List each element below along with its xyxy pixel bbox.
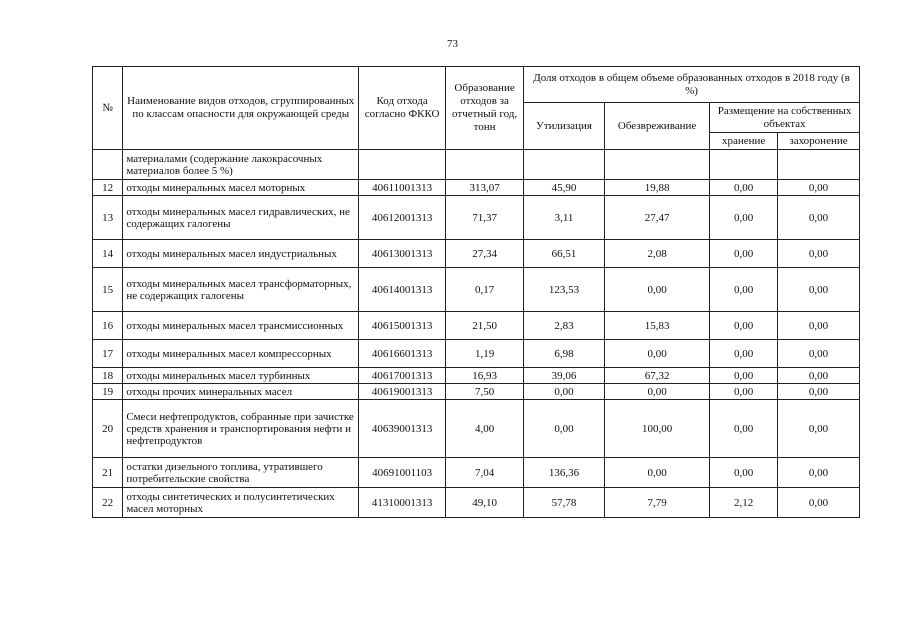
cell-generated: 49,10: [446, 488, 524, 518]
cell-neutralization: 27,47: [604, 196, 709, 240]
cell-generated: 4,00: [446, 400, 524, 458]
cell-code: 40639001313: [359, 400, 446, 458]
cell-generated: 313,07: [446, 180, 524, 196]
cell-generated: 71,37: [446, 196, 524, 240]
cell-generated: 7,50: [446, 384, 524, 400]
cell-neutralization: 0,00: [604, 340, 709, 368]
cell-burial: 0,00: [777, 458, 859, 488]
waste-table: [92, 66, 860, 518]
cell-name: отходы минеральных масел трансформаторных, не содержащих галогены: [123, 268, 359, 312]
cell-utilization: 45,90: [524, 180, 605, 196]
cell-burial: 0,00: [777, 240, 859, 268]
cell-utilization: 2,83: [524, 312, 605, 340]
cell-name: отходы минеральных масел турбинных: [123, 368, 359, 384]
cell-name: отходы синтетических и полусинтетических масел моторных: [123, 488, 359, 518]
cell-utilization: 3,11: [524, 196, 605, 240]
header-share: Доля отходов в общем объеме образованных отходов в 2018 году (в %): [524, 67, 860, 103]
cell-num: 20: [93, 400, 123, 458]
cell-burial: 0,00: [777, 268, 859, 312]
cell-burial: [777, 150, 859, 180]
cell-num: 19: [93, 384, 123, 400]
cell-burial: 0,00: [777, 368, 859, 384]
cell-num: 14: [93, 240, 123, 268]
cell-neutralization: 67,32: [604, 368, 709, 384]
table-row: [93, 268, 860, 312]
cell-burial: 0,00: [777, 488, 859, 518]
cell-storage: 0,00: [710, 268, 778, 312]
header-num: №: [93, 67, 123, 150]
cell-utilization: 0,00: [524, 384, 605, 400]
cell-burial: 0,00: [777, 196, 859, 240]
cell-name: отходы минеральных масел трансмиссионных: [123, 312, 359, 340]
cell-name: отходы минеральных масел моторных: [123, 180, 359, 196]
cell-neutralization: 0,00: [604, 458, 709, 488]
cell-utilization: 0,00: [524, 400, 605, 458]
cell-num: 13: [93, 196, 123, 240]
cell-code: 40614001313: [359, 268, 446, 312]
table-body: [93, 150, 860, 518]
table-row: [93, 368, 860, 384]
cell-num: 16: [93, 312, 123, 340]
cell-storage: 0,00: [710, 312, 778, 340]
cell-utilization: 66,51: [524, 240, 605, 268]
cell-storage: 0,00: [710, 384, 778, 400]
cell-name: отходы минеральных масел гидравлических, не содержащих галогены: [123, 196, 359, 240]
cell-neutralization: 2,08: [604, 240, 709, 268]
cell-burial: 0,00: [777, 312, 859, 340]
header-name: Наименование видов отходов, сгруппированных по классам опасности для окружающей среды: [123, 67, 359, 150]
table-row: [93, 240, 860, 268]
cell-num: 22: [93, 488, 123, 518]
table-row: [93, 196, 860, 240]
cell-generated: 27,34: [446, 240, 524, 268]
cell-storage: 0,00: [710, 340, 778, 368]
table-row: [93, 340, 860, 368]
header-burial: захоронение: [777, 133, 859, 150]
cell-neutralization: 19,88: [604, 180, 709, 196]
header-code: Код отхода согласно ФККО: [359, 67, 446, 150]
cell-neutralization: 7,79: [604, 488, 709, 518]
cell-num: 21: [93, 458, 123, 488]
cell-storage: [710, 150, 778, 180]
table-row: [93, 312, 860, 340]
header-generated: Образование отходов за отчетный год, тонн: [446, 67, 524, 150]
cell-utilization: 39,06: [524, 368, 605, 384]
cell-code: 40617001313: [359, 368, 446, 384]
page-number: 73: [447, 38, 458, 50]
cell-code: 40615001313: [359, 312, 446, 340]
cell-name: отходы прочих минеральных масел: [123, 384, 359, 400]
cell-name: остатки дизельного топлива, утратившего потребительские свойства: [123, 458, 359, 488]
table-row: [93, 488, 860, 518]
cell-code: 40613001313: [359, 240, 446, 268]
header-placement: Размещение на собственных объектах: [710, 103, 860, 133]
cell-generated: 21,50: [446, 312, 524, 340]
header-storage: хранение: [710, 133, 778, 150]
cell-code: 40619001313: [359, 384, 446, 400]
cell-burial: 0,00: [777, 180, 859, 196]
cell-neutralization: 0,00: [604, 384, 709, 400]
cell-code: [359, 150, 446, 180]
cell-storage: 0,00: [710, 458, 778, 488]
cell-code: 40691001103: [359, 458, 446, 488]
cell-code: 40612001313: [359, 196, 446, 240]
cell-neutralization: 0,00: [604, 268, 709, 312]
table-header: [93, 67, 860, 150]
cell-storage: 2,12: [710, 488, 778, 518]
cell-num: [93, 150, 123, 180]
cell-burial: 0,00: [777, 340, 859, 368]
table-row: [93, 180, 860, 196]
cell-generated: 16,93: [446, 368, 524, 384]
cell-name: Смеси нефтепродуктов, собранные при зачистке средств хранения и транспортирования нефти и нефтепродуктов: [123, 400, 359, 458]
table-row: [93, 150, 860, 180]
header-utilization: Утилизация: [524, 103, 605, 150]
cell-utilization: [524, 150, 605, 180]
cell-code: 40616601313: [359, 340, 446, 368]
cell-neutralization: [604, 150, 709, 180]
cell-neutralization: 100,00: [604, 400, 709, 458]
cell-code: 40611001313: [359, 180, 446, 196]
cell-burial: 0,00: [777, 384, 859, 400]
cell-generated: 7,04: [446, 458, 524, 488]
cell-storage: 0,00: [710, 368, 778, 384]
cell-generated: 1,19: [446, 340, 524, 368]
cell-storage: 0,00: [710, 240, 778, 268]
cell-name: отходы минеральных масел компрессорных: [123, 340, 359, 368]
cell-utilization: 6,98: [524, 340, 605, 368]
cell-storage: 0,00: [710, 180, 778, 196]
cell-num: 17: [93, 340, 123, 368]
cell-generated: 0,17: [446, 268, 524, 312]
table-row: [93, 458, 860, 488]
cell-num: 18: [93, 368, 123, 384]
cell-generated: [446, 150, 524, 180]
cell-utilization: 136,36: [524, 458, 605, 488]
cell-burial: 0,00: [777, 400, 859, 458]
cell-utilization: 57,78: [524, 488, 605, 518]
cell-num: 15: [93, 268, 123, 312]
cell-neutralization: 15,83: [604, 312, 709, 340]
cell-num: 12: [93, 180, 123, 196]
cell-name: отходы минеральных масел индустриальных: [123, 240, 359, 268]
cell-name: материалами (содержание лакокрасочных материалов более 5 %): [123, 150, 359, 180]
header-neutralization: Обезвреживание: [604, 103, 709, 150]
cell-storage: 0,00: [710, 196, 778, 240]
cell-code: 41310001313: [359, 488, 446, 518]
table-row: [93, 400, 860, 458]
table-row: [93, 384, 860, 400]
cell-storage: 0,00: [710, 400, 778, 458]
cell-utilization: 123,53: [524, 268, 605, 312]
